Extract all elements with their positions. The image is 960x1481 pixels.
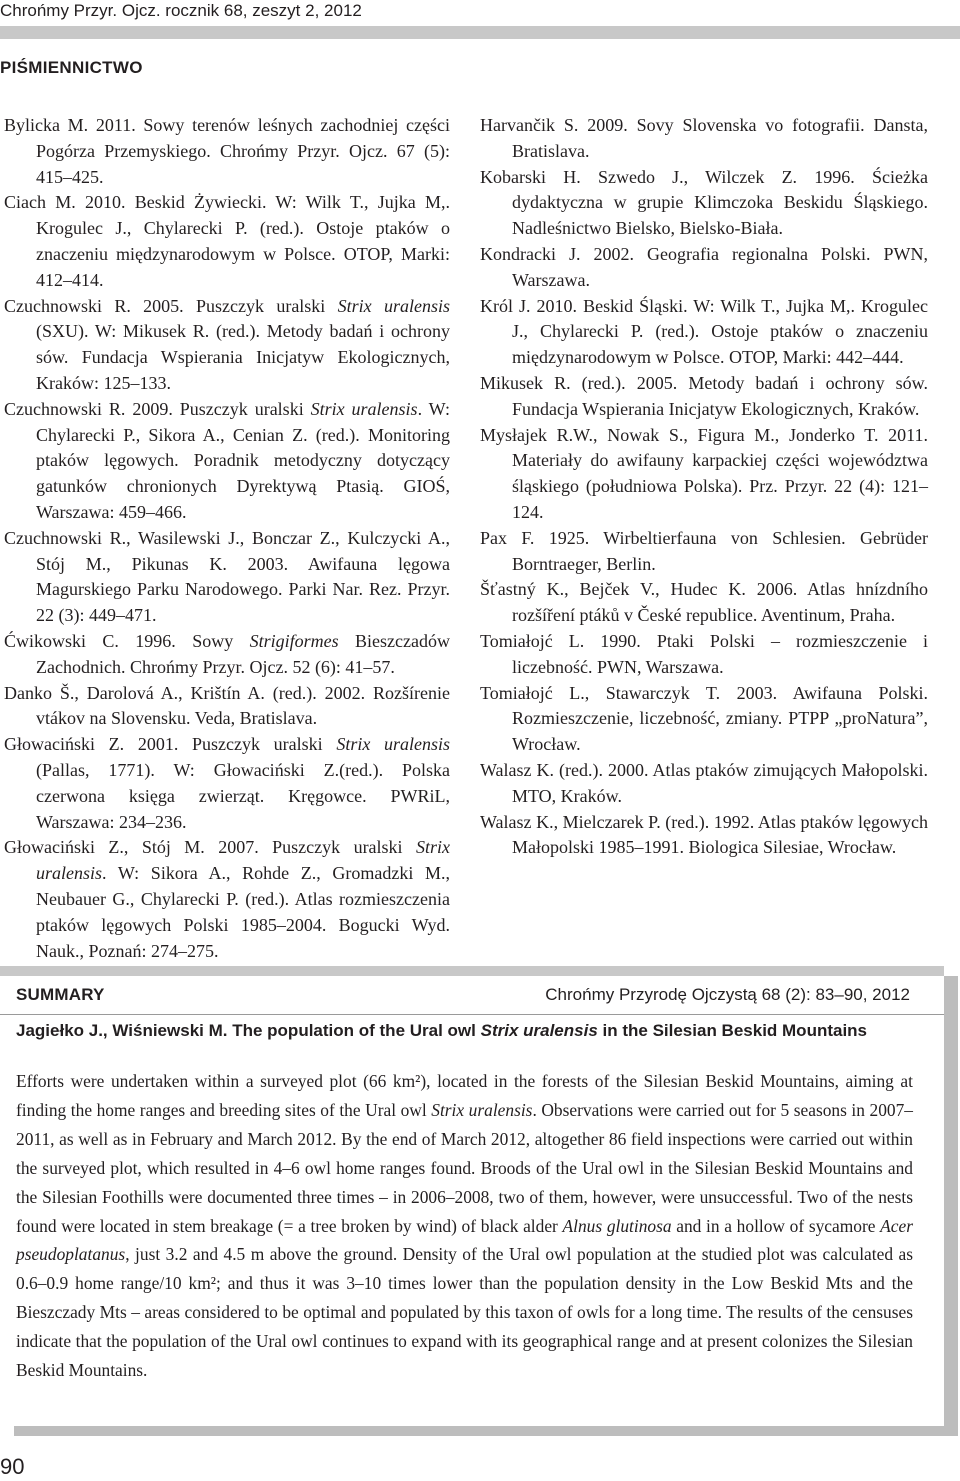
reference-text: Bylicka M. 2011. Sowy terenów leśnych zachodniej części Pogórza Przemyskiego. Chrońmy Przyr. Ojcz. 67 (5): 415–425.: [4, 115, 450, 187]
summary-journal-reference: Chrońmy Przyrodę Ojczystą 68 (2): 83–90, 2012: [545, 985, 910, 1004]
species-name: Strix uralensis: [36, 837, 450, 884]
reference-text: Tomiałojć L., Stawarczyk T. 2003. Awifauna Polski. Rozmieszczenie, liczebność, zmiany. PTPP „proNatura”, Wrocław.: [480, 682, 928, 755]
reference-text: Danko Š., Darolová A., Krištín A. (red.). 2002. Rozšírenie vtákov na Slovensku. Veda, Bratislava.: [4, 682, 450, 729]
reference-entry: [480, 577, 928, 629]
species-name: Acer pseudoplatanus: [16, 1215, 914, 1265]
reference-text: (SXU). W: Mikusek R. (red.). Metody badań i ochrony sów. Fundacja Wspierania Inicjatyw Ekologicznych, Kraków: 125–133.: [36, 321, 450, 393]
running-head: Chrońmy Przyr. Ojcz. rocznik 68, zeszyt 2, 2012: [0, 1, 362, 20]
reference-text: Harvančik S. 2009. Sovy Slovenska vo fotografii. Dansta, Bratislava.: [480, 115, 928, 161]
species-name: Strix uralensis: [336, 734, 450, 755]
summary-box: [0, 966, 944, 1426]
reference-text: Kobarski H. Szwedo J., Wilczek Z. 1996. Ścieżka dydaktyczna w grupie Klimczoka Beskidu Śląskiego. Nadleśnictwo Bielsko, Bielsko-Biała.: [480, 166, 928, 239]
reference-entry: [4, 681, 450, 733]
reference-entry: [4, 294, 450, 397]
reference-text: Czuchnowski R., Wasilewski J., Bonczar Z., Kulczycki A., Stój M., Pikunas K. 2003. Awifauna lęgowa Magurskiego Parku Narodowego. Parki Nar. Rez. Przyr. 22 (3): 449–471.: [4, 527, 450, 626]
reference-entry: [480, 165, 928, 242]
reference-text: . W: Chylarecki P., Sikora A., Cenian Z. (red.). Monitoring ptaków lęgowych. Poradnik metodyczny dotyczący gatunków chronionych Dyrektywą Ptasią. GIOŚ, Warszawa: 459–466.: [36, 398, 450, 522]
reference-text: Głowaciński Z. 2001. Puszczyk uralski: [4, 734, 337, 755]
reference-entry: [480, 371, 928, 423]
reference-text: . W: Sikora A., Rohde Z., Gromadzki M., Neubauer G., Chylarecki P. (red.). Atlas rozmieszczenia ptaków lęgowych Polski 1985–2004. Bogucki Wyd. Nauk., Poznań: 274–275.: [36, 863, 450, 961]
reference-entry: [4, 397, 450, 526]
taxon-name: Strigiformes: [249, 630, 339, 651]
reference-text: Król J. 2010. Beskid Śląski. W: Wilk T., Jujka M,. Krogulec J., Chylarecki P. (red.). Ostoje ptaków o znaczeniu międzynarodowym w Polsce. OTOP, Marki: 442–444.: [480, 295, 928, 368]
reference-entry: [480, 526, 928, 578]
species-name: Strix uralensis: [431, 1099, 533, 1120]
reference-text: (Pallas, 1771). W: Głowaciński Z.(red.). Polska czerwona księga zwierząt. Kręgowce. PWRiL, Warszawa: 234–236.: [36, 759, 450, 832]
abstract-text: Efforts were undertaken within a surveyed plot (66 km²), located in the forests of the Silesian Beskid Mountains, aiming at finding the home ranges and breeding sites of the Ural owl: [16, 1071, 913, 1120]
reference-entry: [480, 810, 928, 862]
references-left-column: [4, 113, 450, 964]
summary-abstract: [16, 1067, 913, 1385]
reference-text: Šťastný K., Bejček V., Hudec K. 2006. Atlas hnízdního rozšíření ptáků v České republice. Aventinum, Praha.: [480, 579, 928, 626]
species-name: Alnus glutinosa: [562, 1215, 672, 1236]
reference-text: Głowaciński Z., Stój M. 2007. Puszczyk uralski: [4, 837, 416, 858]
abstract-paragraph: [16, 1067, 913, 1385]
reference-text: Ciach M. 2010. Beskid Żywiecki. W: Wilk T., Jujka M,. Krogulec J., Chylarecki P. (red.). Ostoje ptaków o znaczeniu międzynarodowym w Polsce. OTOP, Marki: 412–414.: [4, 192, 450, 290]
species-name: Strix uralensis: [310, 398, 418, 419]
summary-authors: Jagiełko J., Wiśniewski M.: [16, 1021, 228, 1040]
reference-text: Walasz K. (red.). 2000. Atlas ptaków zimujących Małopolski. MTO, Kraków.: [480, 759, 928, 806]
summary-title-species: Strix uralensis: [480, 1021, 598, 1040]
reference-entry: [480, 294, 928, 371]
summary-title-end: in the Silesian Beskid Mountains: [602, 1021, 868, 1040]
summary-label: SUMMARY: [16, 985, 105, 1004]
header-rule: [0, 26, 960, 39]
abstract-text: and in a hollow of sycamore: [671, 1215, 881, 1236]
reference-entry: [480, 113, 928, 165]
reference-entry: [4, 835, 450, 964]
reference-text: Pax F. 1925. Wirbeltierfauna von Schlesien. Gebrüder Borntraeger, Berlin.: [480, 527, 928, 574]
reference-entry: [480, 629, 928, 681]
reference-entry: [4, 190, 450, 293]
reference-text: Bieszczadów Zachodnich. Chrońmy Przyr. Ojcz. 52 (6): 41–57.: [36, 630, 450, 677]
reference-entry: [480, 423, 928, 526]
reference-entry: [4, 113, 450, 190]
reference-text: Czuchnowski R. 2005. Puszczyk uralski: [4, 295, 338, 316]
reference-entry: [480, 758, 928, 810]
reference-text: Tomiałojć L. 1990. Ptaki Polski – rozmieszczenie i liczebność. PWN, Warszawa.: [480, 630, 928, 677]
abstract-text: . Observations were carried out for 5 seasons in 2007–2011, as well as in February and March 2012. By the end of March 2012, altogether 86 field inspections were carried out within the surveyed plot, which resulted in 4–6 owl home ranges found. Broods of the Ural owl in the Silesian Beskid Mountains and the Silesian Foothills were documented three times – in 2006–2008, two of them, however, were unsuccessful. Two of the nests found were located in stem breakage (= a tree broken by wind) of black alder: [16, 1099, 913, 1236]
section-title: PIŚMIENNICTWO: [0, 58, 143, 77]
reference-entry: [4, 629, 450, 681]
reference-entry: [4, 732, 450, 835]
reference-text: Kondracki J. 2002. Geografia regionalna Polski. PWN, Warszawa.: [480, 243, 928, 290]
reference-text: Mysłajek R.W., Nowak S., Figura M., Jonderko T. 2011. Materiały do awifauny karpackiej części województwa śląskiego (południowa Polska). Prz. Przyr. 22 (4): 121–124.: [480, 424, 928, 522]
abstract-text: , just 3.2 and 4.5 m above the ground. Density of the Ural owl population at the studied plot was calculated as 0.6–0.9 home range/10 km²; and thus it was 3–10 times lower than the population density in the Low Beskid Mts and the Bieszczady Mts – areas considered to be optimal and populated by this taxon of owls for a long time. The results of the censuses indicate that the population of the Ural owl continues to expand with its geographical range and at present colonizes the Silesian Beskid Mountains.: [16, 1244, 913, 1381]
page-number: 90: [0, 1454, 25, 1479]
reference-entry: [480, 242, 928, 294]
reference-text: Walasz K., Mielczarek P. (red.). 1992. Atlas ptaków lęgowych Małopolski 1985–1991. Biologica Silesiae, Wrocław.: [480, 811, 928, 858]
reference-text: Mikusek R. (red.). 2005. Metody badań i ochrony sów. Fundacja Wspierania Inicjatyw Ekologicznych, Kraków.: [480, 372, 928, 419]
summary-title: The population of the Ural owl: [232, 1021, 476, 1040]
references-right-column: [480, 113, 928, 861]
reference-text: Czuchnowski R. 2009. Puszczyk uralski: [4, 398, 311, 419]
reference-entry: [4, 526, 450, 629]
summary-divider: [0, 1014, 944, 1015]
species-name: Strix uralensis: [337, 295, 450, 316]
reference-text: Ćwikowski C. 1996. Sowy: [4, 630, 250, 651]
summary-article-heading: [16, 1021, 867, 1041]
reference-entry: [480, 681, 928, 758]
